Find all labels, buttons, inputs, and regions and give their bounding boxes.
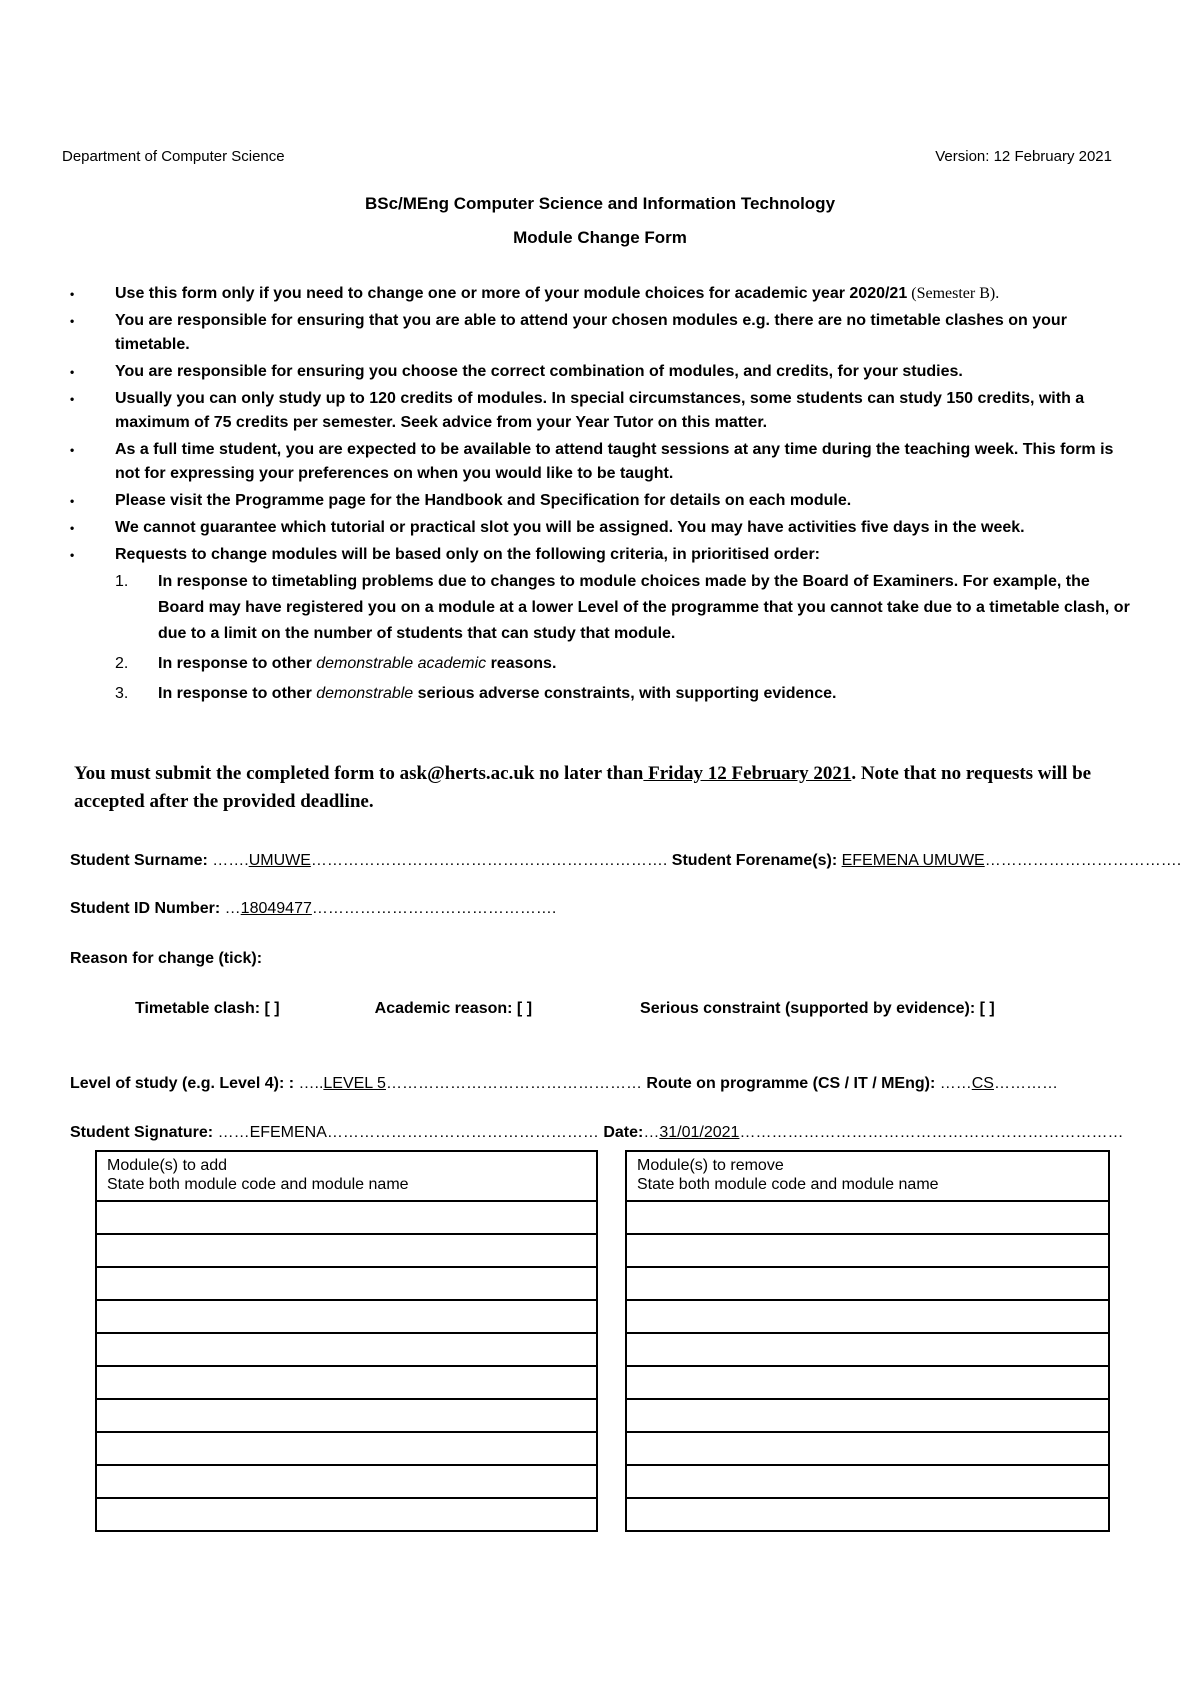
- criteria-list: [115, 569, 1132, 707]
- criteria-item: 3. In response to other demonstrable serious adverse constraints, with supporting evidence.: [115, 685, 837, 702]
- bullet-item: • Requests to change modules will be based only on the following criteria, in prioritised order: 1. In response to timetabling problems due to changes to module choices made by the Board of Examiners. For example, the Board may have registered you on a module at a lower Level of the programme that you cannot take due to a timetable clash, or due to a limit on the number of students that can study that module. 2. In response to other demonstrable academic reasons. 3. In response to other demonstrable serious adverse constraints, with supporting evidence.: [62, 543, 1132, 707]
- signature-field[interactable]: EFEMENA: [249, 1124, 327, 1141]
- reason-options: [135, 1000, 995, 1018]
- modules-to-add-table: [95, 1150, 598, 1532]
- remove-module-row[interactable]: [626, 1201, 1109, 1234]
- add-module-row[interactable]: [96, 1300, 597, 1333]
- bullet-item: • Use this form only if you need to change one or more of your module choices for academic year 2020/21 (Semester B).: [62, 282, 1132, 306]
- serious-constraint-checkbox[interactable]: Serious constraint (supported by evidence): [ ]: [640, 1000, 995, 1017]
- add-module-row[interactable]: [96, 1465, 597, 1498]
- bullet-item: • You are responsible for ensuring you choose the correct combination of modules, and credits, for your studies.: [62, 360, 1132, 384]
- remove-module-row[interactable]: [626, 1498, 1109, 1531]
- modules-to-remove-header: Module(s) to remove State both module code and module name: [626, 1151, 1109, 1201]
- criteria-item: 1. In response to timetabling problems due to changes to module choices made by the Board of Examiners. For example, the Board may have registered you on a module at a lower Level of the programme that you cannot take due to a timetable clash, or due to a limit on the number of students that can study that module.: [115, 573, 1130, 642]
- criteria-item: 2. In response to other demonstrable academic reasons.: [115, 655, 557, 672]
- student-id-line: Student ID Number: …18049477……………………………………….: [70, 900, 557, 917]
- remove-module-row[interactable]: [626, 1399, 1109, 1432]
- remove-module-row[interactable]: [626, 1465, 1109, 1498]
- route-field[interactable]: CS: [971, 1075, 994, 1092]
- instructions-list: [62, 282, 1132, 711]
- add-module-row[interactable]: [96, 1498, 597, 1531]
- date-field[interactable]: 31/01/2021: [659, 1124, 740, 1141]
- reason-label: Reason for change (tick):: [70, 950, 263, 967]
- name-fields: Student Surname: …….UMUWE…………………………………………………………. Student Forename(s): EFEMENA UMUWE……………………………….: [70, 852, 1182, 869]
- modules-to-add-header: Module(s) to add State both module code and module name: [96, 1151, 597, 1201]
- remove-module-row[interactable]: [626, 1432, 1109, 1465]
- add-module-row[interactable]: [96, 1201, 597, 1234]
- level-field[interactable]: LEVEL 5: [323, 1075, 386, 1092]
- deadline-date: Friday 12 February 2021: [643, 763, 852, 784]
- submission-notice: You must submit the completed form to ask@herts.ac.uk no later than Friday 12 February 2021. Note that no requests will be accepted after the provided deadline.: [74, 763, 1092, 812]
- bullet-item: • Please visit the Programme page for the Handbook and Specification for details on each module.: [62, 489, 1132, 513]
- add-module-row[interactable]: [96, 1234, 597, 1267]
- add-module-row[interactable]: [96, 1432, 597, 1465]
- add-module-row[interactable]: [96, 1267, 597, 1300]
- version-date: Version: 12 February 2021: [935, 148, 1112, 165]
- add-module-row[interactable]: [96, 1399, 597, 1432]
- department-name: Department of Computer Science: [62, 148, 285, 165]
- remove-module-row[interactable]: [626, 1300, 1109, 1333]
- bullet-item: • We cannot guarantee which tutorial or practical slot you will be assigned. You may have activities five days in the week.: [62, 516, 1132, 540]
- level-route-line: Level of study (e.g. Level 4): : …..LEVEL 5………………………………………… Route on programme (CS / IT / MEng): ……CS…………: [70, 1075, 1058, 1092]
- academic-reason-checkbox[interactable]: Academic reason: [ ]: [374, 1000, 533, 1017]
- timetable-clash-checkbox[interactable]: Timetable clash: [ ]: [135, 1000, 280, 1017]
- programme-title: BSc/MEng Computer Science and Information Technology: [364, 194, 836, 213]
- remove-module-row[interactable]: [626, 1366, 1109, 1399]
- modules-to-remove-table: [625, 1150, 1110, 1532]
- bullet-item: • You are responsible for ensuring that you are able to attend your chosen modules e.g. there are no timetable clashes on your timetable.: [62, 309, 1132, 357]
- add-module-row[interactable]: [96, 1333, 597, 1366]
- signature-date-line: Student Signature: ……EFEMENA…………………………………………… Date:…31/01/2021………………………………………………………………: [70, 1124, 1124, 1141]
- remove-module-row[interactable]: [626, 1234, 1109, 1267]
- form-title: Module Change Form: [513, 228, 687, 247]
- remove-module-row[interactable]: [626, 1267, 1109, 1300]
- remove-module-row[interactable]: [626, 1333, 1109, 1366]
- bullet-item: • Usually you can only study up to 120 credits of modules. In special circumstances, some students can study 150 credits, with a maximum of 75 credits per semester. Seek advice from your Year Tutor on this matter.: [62, 387, 1132, 435]
- student-id-field[interactable]: 18049477: [240, 900, 312, 917]
- bullet-item: • As a full time student, you are expected to be available to attend taught sessions at any time during the teaching week. This form is not for expressing your preferences on when you would like to be taught.: [62, 438, 1132, 486]
- forename-field[interactable]: EFEMENA UMUWE: [841, 852, 985, 869]
- add-module-row[interactable]: [96, 1366, 597, 1399]
- surname-field[interactable]: UMUWE: [248, 852, 311, 869]
